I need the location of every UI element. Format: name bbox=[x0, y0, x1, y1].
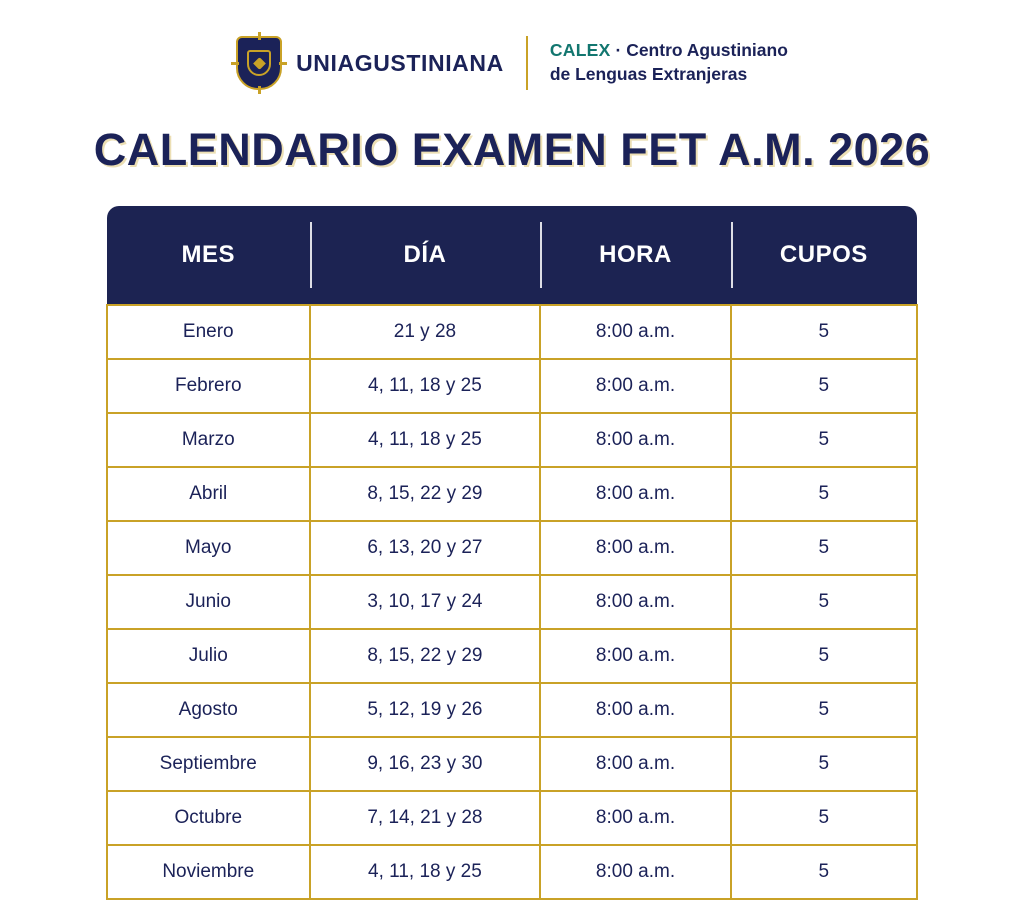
calex-line-2: de Lenguas Extranjeras bbox=[549, 64, 748, 84]
cell-cupos: 5 bbox=[731, 791, 917, 845]
table-row bbox=[107, 845, 917, 899]
cell-mes: Noviembre bbox=[107, 845, 310, 899]
cell-mes: Septiembre bbox=[107, 737, 310, 791]
table-row bbox=[107, 467, 917, 521]
table-row bbox=[107, 683, 917, 737]
cell-dia: 3, 10, 17 y 24 bbox=[310, 575, 541, 629]
cell-hora: 8:00 a.m. bbox=[540, 575, 730, 629]
table-header-row bbox=[107, 206, 917, 305]
table-row bbox=[107, 305, 917, 359]
calex-brand bbox=[528, 39, 788, 86]
cell-mes: Junio bbox=[107, 575, 310, 629]
column-header-hora: HORA bbox=[540, 206, 730, 305]
cell-cupos: 5 bbox=[731, 683, 917, 737]
cell-dia: 7, 14, 21 y 28 bbox=[310, 791, 541, 845]
cell-hora: 8:00 a.m. bbox=[540, 845, 730, 899]
column-header-dia: DÍA bbox=[310, 206, 541, 305]
table-row bbox=[107, 521, 917, 575]
cell-mes: Agosto bbox=[107, 683, 310, 737]
column-header-mes: MES bbox=[107, 206, 310, 305]
cell-dia: 4, 11, 18 y 25 bbox=[310, 845, 541, 899]
cell-cupos: 5 bbox=[731, 359, 917, 413]
cell-dia: 4, 11, 18 y 25 bbox=[310, 413, 541, 467]
cell-mes: Julio bbox=[107, 629, 310, 683]
cell-dia: 9, 16, 23 y 30 bbox=[310, 737, 541, 791]
table-row bbox=[107, 629, 917, 683]
cell-dia: 21 y 28 bbox=[310, 305, 541, 359]
cell-dia: 4, 11, 18 y 25 bbox=[310, 359, 541, 413]
calex-subtitle: Centro Agustiniano bbox=[626, 40, 788, 61]
cell-mes: Marzo bbox=[107, 413, 310, 467]
university-name: UNIAGUSTINIANA bbox=[296, 49, 504, 76]
cell-dia: 6, 13, 20 y 27 bbox=[310, 521, 541, 575]
cell-hora: 8:00 a.m. bbox=[540, 629, 730, 683]
column-header-cupos: CUPOS bbox=[731, 206, 917, 305]
cell-hora: 8:00 a.m. bbox=[540, 737, 730, 791]
cell-dia: 8, 15, 22 y 29 bbox=[310, 467, 541, 521]
calex-line-1 bbox=[550, 39, 788, 63]
brand-header bbox=[0, 0, 1024, 90]
cell-mes: Mayo bbox=[107, 521, 310, 575]
cell-hora: 8:00 a.m. bbox=[540, 359, 730, 413]
cell-hora: 8:00 a.m. bbox=[540, 791, 730, 845]
cell-cupos: 5 bbox=[731, 575, 917, 629]
cell-hora: 8:00 a.m. bbox=[540, 413, 730, 467]
cell-hora: 8:00 a.m. bbox=[540, 467, 730, 521]
cell-cupos: 5 bbox=[731, 521, 917, 575]
cell-hora: 8:00 a.m. bbox=[540, 521, 730, 575]
cell-mes: Enero bbox=[107, 305, 310, 359]
cell-dia: 5, 12, 19 y 26 bbox=[310, 683, 541, 737]
cell-hora: 8:00 a.m. bbox=[540, 683, 730, 737]
cell-mes: Febrero bbox=[107, 359, 310, 413]
cell-cupos: 5 bbox=[731, 413, 917, 467]
cell-cupos: 5 bbox=[731, 467, 917, 521]
table-row bbox=[107, 359, 917, 413]
cell-cupos: 5 bbox=[731, 845, 917, 899]
cell-dia: 8, 15, 22 y 29 bbox=[310, 629, 541, 683]
table-row bbox=[107, 575, 917, 629]
cell-cupos: 5 bbox=[731, 737, 917, 791]
uniagustiniana-brand bbox=[236, 36, 528, 90]
cell-cupos: 5 bbox=[731, 305, 917, 359]
calex-acronym: CALEX bbox=[549, 40, 611, 61]
cell-mes: Abril bbox=[107, 467, 310, 521]
cell-cupos: 5 bbox=[731, 629, 917, 683]
university-crest-icon bbox=[236, 36, 282, 90]
table-row bbox=[107, 791, 917, 845]
page-title: CALENDARIO EXAMEN FET A.M. 2026 bbox=[93, 124, 931, 175]
calex-separator: · bbox=[610, 40, 627, 61]
cell-mes: Octubre bbox=[107, 791, 310, 845]
calendar-table bbox=[106, 206, 918, 900]
cell-hora: 8:00 a.m. bbox=[540, 305, 730, 359]
table-row bbox=[107, 413, 917, 467]
table-row bbox=[107, 737, 917, 791]
calendar-table-container bbox=[106, 206, 918, 900]
